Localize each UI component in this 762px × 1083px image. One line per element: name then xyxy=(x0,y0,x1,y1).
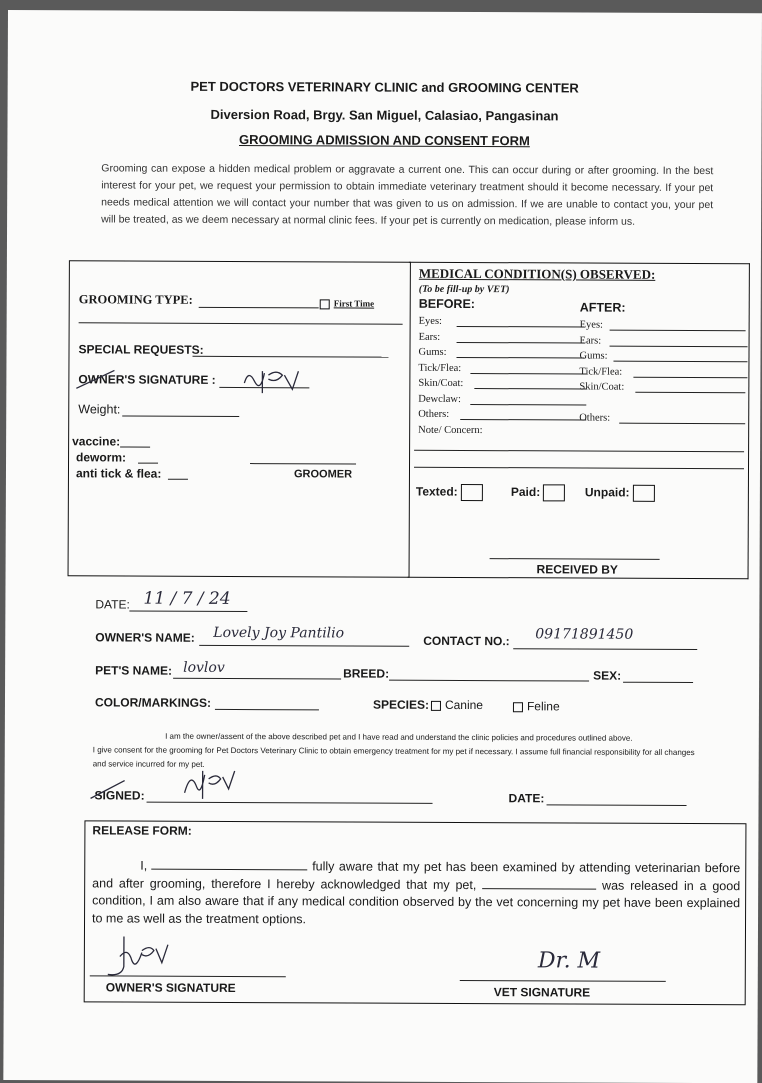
consent-date-label: DATE: xyxy=(508,791,545,806)
release-text-2: was released in a good condition, I am also aware that if any medical condition observed by the vet concerning my pet have been explained to me as well as the treatment options. xyxy=(92,878,741,926)
date-value: 11 / 7 / 24 xyxy=(143,588,231,609)
contact-label: CONTACT NO.: xyxy=(423,633,510,649)
grooming-type-label: GROOMING TYPE: xyxy=(78,292,193,307)
release-pet-field[interactable] xyxy=(482,878,596,889)
signed-signature-mark xyxy=(89,762,269,807)
clinic-address: Diversion Road, Brgy. San Miguel, Calasiao, Pangasinan xyxy=(210,106,559,124)
owner-name-label: OWNER'S NAME: xyxy=(95,630,195,645)
owner-name-field[interactable] xyxy=(199,645,409,647)
before-others: Others: xyxy=(418,408,450,420)
texted-checkbox[interactable] xyxy=(461,484,483,501)
consent-date-field[interactable] xyxy=(547,804,687,806)
form-title: GROOMING ADMISSION AND CONSENT FORM xyxy=(238,132,530,149)
vet-signature-value: Dr. M xyxy=(537,948,601,974)
breed-field[interactable] xyxy=(389,680,589,682)
before-skin-coat: Skin/Coat: xyxy=(418,377,464,389)
texted-label: Texted: xyxy=(415,484,458,499)
deworm-field[interactable] xyxy=(138,463,158,464)
after-eyes: Eyes: xyxy=(579,319,603,331)
after-gums: Gums: xyxy=(579,350,608,362)
deworm-label: deworm: xyxy=(76,450,127,465)
canine-checkbox[interactable] xyxy=(431,701,441,711)
date-field[interactable] xyxy=(129,611,247,613)
special-requests-label: SPECIAL REQUESTS: xyxy=(78,342,204,357)
clinic-name: PET DOCTORS VETERINARY CLINIC and GROOMING CENTER xyxy=(190,78,579,96)
contact-field[interactable] xyxy=(513,648,697,650)
form-sheet xyxy=(3,10,762,1083)
species-label: SPECIES: xyxy=(372,697,430,712)
vaccine-label: vaccine: xyxy=(72,434,121,449)
release-i: I, xyxy=(140,858,148,873)
canine-label: Canine xyxy=(444,697,484,713)
after-list xyxy=(579,317,624,426)
paid-label: Paid: xyxy=(510,484,541,499)
pet-name-label: PET'S NAME: xyxy=(95,663,173,678)
vaccine-field[interactable] xyxy=(120,446,150,447)
before-tick-flea: Tick/Flea: xyxy=(418,362,462,374)
after-heading: AFTER: xyxy=(579,300,626,315)
before-gums: Gums: xyxy=(418,346,447,358)
received-by-label: RECEIVED BY xyxy=(536,562,618,577)
release-name-field[interactable] xyxy=(152,859,308,871)
consent-line-2: I give consent for the grooming for Pet Doctors Veterinary Clinic to obtain emergency treatment for my pet if necessary. I assume full financial responsibility for all changes and service incurred for my pet. xyxy=(92,745,695,769)
medical-subtitle: (To be fill-up by VET) xyxy=(418,283,510,296)
before-list xyxy=(418,314,483,438)
signed-label: SIGNED: xyxy=(94,788,145,803)
release-owner-signature-mark xyxy=(90,932,210,981)
feline-checkbox[interactable] xyxy=(513,702,523,712)
anti-tick-field[interactable] xyxy=(168,479,188,480)
date-label: DATE: xyxy=(95,597,130,612)
release-title: RELEASE FORM: xyxy=(92,823,192,838)
pet-name-value: lovlov xyxy=(183,659,225,676)
before-heading: BEFORE: xyxy=(418,296,476,312)
release-paragraph xyxy=(92,857,740,930)
anti-tick-label: anti tick & flea: xyxy=(75,466,162,481)
release-owner-sig-label: OWNER'S SIGNATURE xyxy=(105,980,236,996)
color-markings-label: COLOR/MARKINGS: xyxy=(94,695,212,710)
paid-checkbox[interactable] xyxy=(543,484,565,501)
after-skin-coat: Skin/Coat: xyxy=(579,381,625,393)
after-ears: Ears: xyxy=(579,334,602,347)
release-vet-sig-label: VET SIGNATURE xyxy=(493,985,591,1000)
note-concern-label: Note/ Concern: xyxy=(418,424,483,436)
pet-name-field[interactable] xyxy=(173,678,341,680)
after-others: Others: xyxy=(579,412,611,424)
owner-name-value: Lovely Joy Pantilio xyxy=(213,624,345,642)
after-tick-flea: Tick/Flea: xyxy=(579,365,623,378)
sex-label: SEX: xyxy=(593,668,622,683)
groomer-label: GROOMER xyxy=(293,468,353,481)
owner-signature-label: OWNER'S SIGNATURE : xyxy=(78,372,216,387)
unpaid-label: Unpaid: xyxy=(584,485,630,500)
unpaid-checkbox[interactable] xyxy=(633,485,655,502)
first-time-label: First Time xyxy=(333,298,375,309)
consent-line-1: I am the owner/assent of the above described pet and I have read and understand the clinic policies and procedures outlined above. xyxy=(165,731,633,743)
release-text-1: fully aware that my pet has been examined by attending veterinarian before and after grooming, therefore I hereby acknowledged that my pet, xyxy=(92,859,741,892)
breed-label: BREED: xyxy=(343,666,390,681)
medical-title: MEDICAL CONDITION(S) OBSERVED: xyxy=(418,265,656,282)
feline-label: Feline xyxy=(526,699,560,714)
before-ears: Ears: xyxy=(418,331,441,343)
before-eyes: Eyes: xyxy=(418,315,442,327)
contact-value: 09171891450 xyxy=(535,626,634,643)
color-markings-field[interactable] xyxy=(215,709,319,710)
first-time-checkbox[interactable] xyxy=(320,299,330,309)
weight-label: Weight: xyxy=(78,402,121,417)
sex-field[interactable] xyxy=(623,682,693,683)
before-dewclaw: Dewclaw: xyxy=(418,393,461,405)
owner-signature-mark xyxy=(74,360,314,401)
intro-paragraph: Grooming can expose a hidden medical problem or aggravate a current one. This can occur during or after grooming. In the best interest for your pet, we request your permission to obtain immediate veterinary treatment should it become necessary. If your pet needs medical attention we will contact your number that was given to us on admission. If we are unable to contact you, your pet will be treated, as we deem necessary at normal clinic fees. If your pet is currently on medication, please inform us. xyxy=(101,162,714,228)
